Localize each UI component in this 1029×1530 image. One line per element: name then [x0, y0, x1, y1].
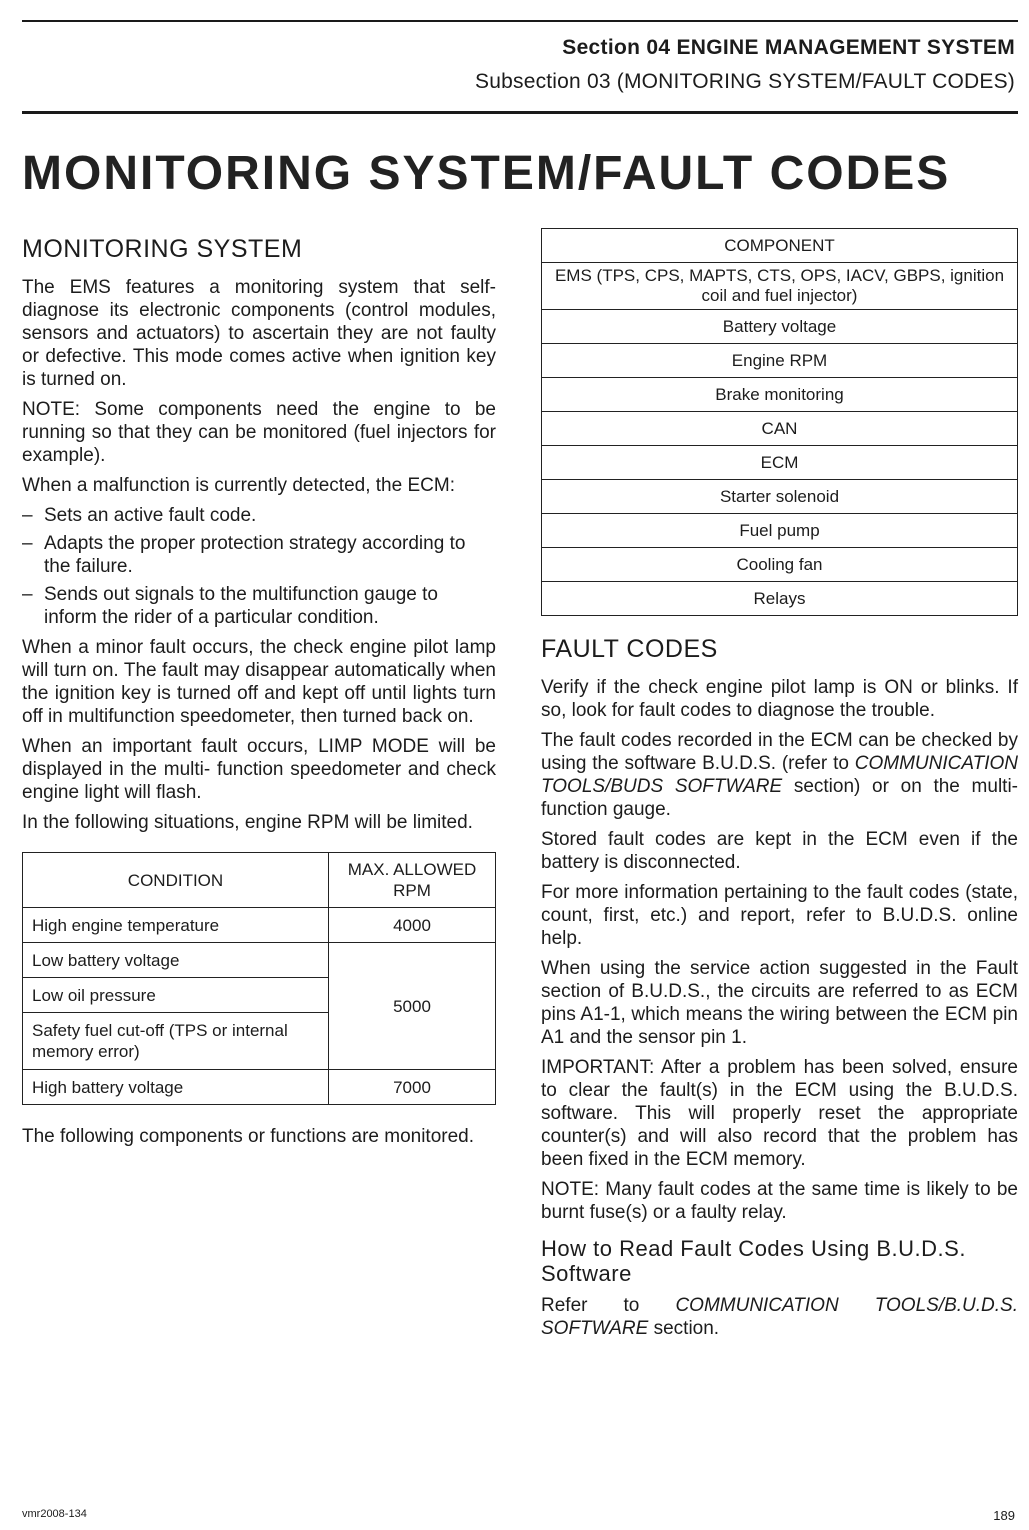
monitored-components-intro: The following components or functions are monitored. [22, 1126, 475, 1147]
important-paragraph [541, 1056, 1018, 1171]
important-label: IMPORTANT: [541, 1057, 655, 1078]
monitoring-note [22, 398, 496, 467]
header-rule-top [22, 20, 1018, 22]
max-rpm-header: MAX. ALLOWED RPM [329, 853, 496, 908]
component-header: COMPONENT [542, 229, 1018, 263]
buds-software-reference: COMMUNICATION TOOLS/BUDS SOFTWARE [541, 753, 1018, 797]
fault-note [541, 1178, 1018, 1224]
paragraph-text: The fault codes recorded in the ECM can be checked by using the software B.U.D.S. (refer to [541, 730, 1018, 774]
table-header-row [23, 853, 496, 908]
malfunction-paragraph: When a malfunction is currently detected, the ECM: [22, 475, 455, 496]
condition-cell: Low battery voltage [23, 943, 329, 978]
component-cell: Engine RPM [542, 344, 1018, 378]
header-rule-bottom [22, 111, 1018, 114]
monitoring-system-heading: MONITORING SYSTEM [22, 235, 303, 263]
component-cell: CAN [542, 412, 1018, 446]
paragraph-text: section) or on the multi-function gauge. [541, 776, 1018, 820]
component-cell: Relays [542, 582, 1018, 616]
paragraph-text: section. [648, 1318, 720, 1339]
note-text: Many fault codes at the same time is likely to be burnt fuse(s) or a faulty relay. [541, 1179, 1018, 1223]
section-header: Section 04 ENGINE MANAGEMENT SYSTEM [562, 36, 1015, 59]
table-row [542, 548, 1018, 582]
monitoring-intro-paragraph: The EMS features a monitoring system that self-diagnose its electronic components (control modules, sensors and actuators) to ascertain they are not faulty or defective. This mode comes active when ignition key is turned on. [22, 277, 496, 390]
condition-header: CONDITION [23, 853, 329, 908]
note-text: Some components need the engine to be running so that they can be monitored (fuel injectors for example). [22, 399, 496, 466]
component-table [541, 228, 1018, 616]
note-label: NOTE: [22, 399, 81, 420]
table-header-row [542, 229, 1018, 263]
rpm-cell: 7000 [329, 1070, 496, 1105]
component-cell: Battery voltage [542, 310, 1018, 344]
component-cell: ECM [542, 446, 1018, 480]
more-info-paragraph: For more information pertaining to the fault codes (state, count, first, etc.) and report, refer to B.U.D.S. online help. [541, 882, 1018, 949]
important-fault-paragraph: When an important fault occurs, LIMP MODE will be displayed in the multi- function speedometer and check engine light will flash. [22, 736, 496, 803]
buds-reference-paragraph [541, 1294, 1018, 1340]
read-fault-codes-heading: How to Read Fault Codes Using B.U.D.S. Software [541, 1236, 966, 1286]
table-row [542, 412, 1018, 446]
table-row [23, 943, 496, 978]
ecm-actions-list [22, 504, 496, 629]
rpm-cell: 5000 [329, 943, 496, 1070]
minor-fault-paragraph: When a minor fault occurs, the check engine pilot lamp will turn on. The fault may disappear automatically when the ignition key is turned off and kept off until lights turn off in multifunction speedometer, then turned back on. [22, 637, 496, 727]
component-cell: Starter solenoid [542, 480, 1018, 514]
table-row [542, 263, 1018, 310]
table-row [542, 514, 1018, 548]
paragraph-text: Refer to [541, 1295, 676, 1316]
condition-cell: Low oil pressure [23, 978, 329, 1013]
component-cell: Fuel pump [542, 514, 1018, 548]
left-column [22, 228, 496, 1155]
component-cell: Cooling fan [542, 548, 1018, 582]
condition-cell: High battery voltage [23, 1070, 329, 1105]
subsection-header: Subsection 03 (MONITORING SYSTEM/FAULT CODES) [475, 70, 1015, 93]
rpm-limited-paragraph: In the following situations, engine RPM will be limited. [22, 812, 473, 833]
service-action-paragraph: When using the service action suggested in the Fault section of B.U.D.S., the circuits are referred to as ECM pins A1-1, which means the wiring between the ECM pin A1 and the sensor pin 1. [541, 958, 1018, 1048]
condition-cell: High engine temperature [23, 908, 329, 943]
table-row [23, 908, 496, 943]
buds-software-reference: COMMUNICATION TOOLS/B.U.D.S. SOFTWARE [541, 1295, 1018, 1339]
table-row [542, 480, 1018, 514]
buds-check-paragraph [541, 729, 1018, 821]
table-row [542, 310, 1018, 344]
table-row [542, 344, 1018, 378]
rpm-cell: 4000 [329, 908, 496, 943]
component-cell: Brake monitoring [542, 378, 1018, 412]
table-row [542, 446, 1018, 480]
component-cell: EMS (TPS, CPS, MAPTS, CTS, OPS, IACV, GBPS, ignition coil and fuel injector) [542, 263, 1018, 310]
list-item: – Sets an active fault code. [22, 504, 496, 527]
page-title: MONITORING SYSTEM/FAULT CODES [22, 147, 951, 200]
verify-lamp-paragraph: Verify if the check engine pilot lamp is ON or blinks. If so, look for fault codes to diagnose the trouble. [541, 677, 1018, 721]
note-label: NOTE: [541, 1179, 600, 1200]
table-row [23, 1070, 496, 1105]
important-text: After a problem has been solved, ensure to clear the fault(s) in the ECM using the B.U.D.S. software. This will properly reset the appropriate counter(s) and will also record that the problem has been fixed in the ECM memory. [541, 1057, 1018, 1170]
table-row [542, 378, 1018, 412]
stored-codes-paragraph: Stored fault codes are kept in the ECM even if the battery is disconnected. [541, 829, 1018, 873]
list-item: – Adapts the proper protection strategy according to the failure. [22, 532, 496, 578]
document-code: vmr2008-134 [22, 1508, 87, 1520]
condition-cell: Safety fuel cut-off (TPS or internal memory error) [23, 1013, 329, 1070]
page-number: 189 [993, 1508, 1015, 1523]
table-row [542, 582, 1018, 616]
list-item: – Sends out signals to the multifunction gauge to inform the rider of a particular condition. [22, 583, 496, 629]
fault-codes-heading: FAULT CODES [541, 635, 718, 663]
rpm-limit-table [22, 852, 496, 1105]
right-column [541, 228, 1018, 1347]
